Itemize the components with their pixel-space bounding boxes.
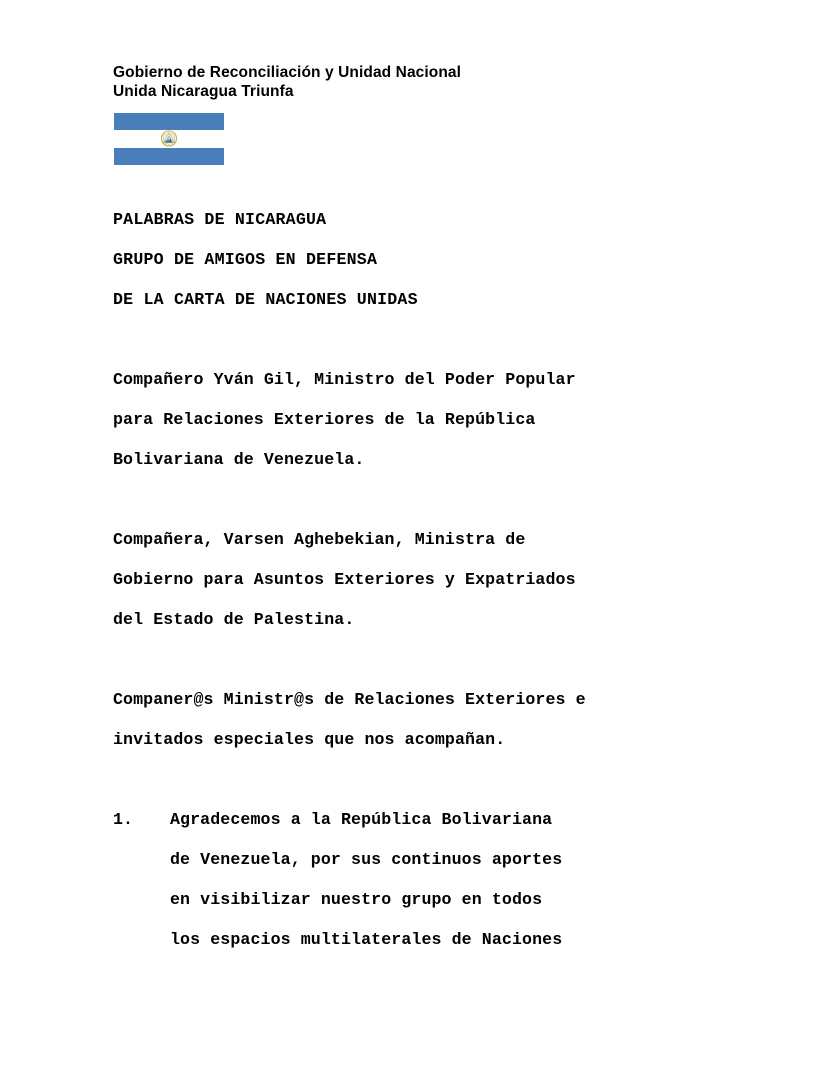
paragraph-line: para Relaciones Exteriores de la República <box>113 410 536 429</box>
spacer <box>113 320 712 360</box>
paragraph-line: Compañera, Varsen Aghebekian, Ministra de <box>113 530 526 549</box>
numbered-item-line: de Venezuela, por sus continuos aportes <box>170 850 563 869</box>
document-title-block <box>113 200 712 320</box>
nicaragua-coat-of-arms-icon <box>161 130 178 147</box>
spacer <box>113 760 712 800</box>
flag-stripe-top <box>114 113 224 130</box>
paragraph-line: Compañero Yván Gil, Ministro del Poder Popular <box>113 370 576 389</box>
spacer <box>113 480 712 520</box>
paragraph-line: del Estado de Palestina. <box>113 610 355 629</box>
paragraph-line: Bolivariana de Venezuela. <box>113 450 365 469</box>
numbered-item-line: en visibilizar nuestro grupo en todos <box>170 890 543 909</box>
paragraph-line: Gobierno para Asuntos Exteriores y Expatriados <box>113 570 576 589</box>
flag-stripe-bottom <box>114 148 224 165</box>
paragraph-line: invitados especiales que nos acompañan. <box>113 730 506 749</box>
paragraph-line: Companer@s Ministr@s de Relaciones Exteriores e <box>113 690 586 709</box>
title-line-2: GRUPO DE AMIGOS EN DEFENSA <box>113 250 378 269</box>
title-line-3: DE LA CARTA DE NACIONES UNIDAS <box>113 290 418 309</box>
paragraph-greeting-ministers <box>113 680 712 760</box>
letterhead-line-1: Gobierno de Reconciliación y Unidad Nacional <box>113 64 462 81</box>
spacer <box>113 640 712 680</box>
nicaragua-flag-image <box>114 113 224 165</box>
numbered-item-marker: 1. <box>113 810 134 829</box>
document-body <box>113 200 712 960</box>
letterhead <box>113 63 733 101</box>
numbered-item-line: Agradecemos a la República Bolivariana <box>170 810 553 829</box>
title-line-1: PALABRAS DE NICARAGUA <box>113 210 327 229</box>
paragraph-greeting-venezuela <box>113 360 712 480</box>
paragraph-greeting-palestine <box>113 520 712 640</box>
numbered-item-line: los espacios multilaterales de Naciones <box>170 930 563 949</box>
letterhead-line-2: Unida Nicaragua Triunfa <box>113 83 294 100</box>
numbered-item-1 <box>113 800 712 960</box>
